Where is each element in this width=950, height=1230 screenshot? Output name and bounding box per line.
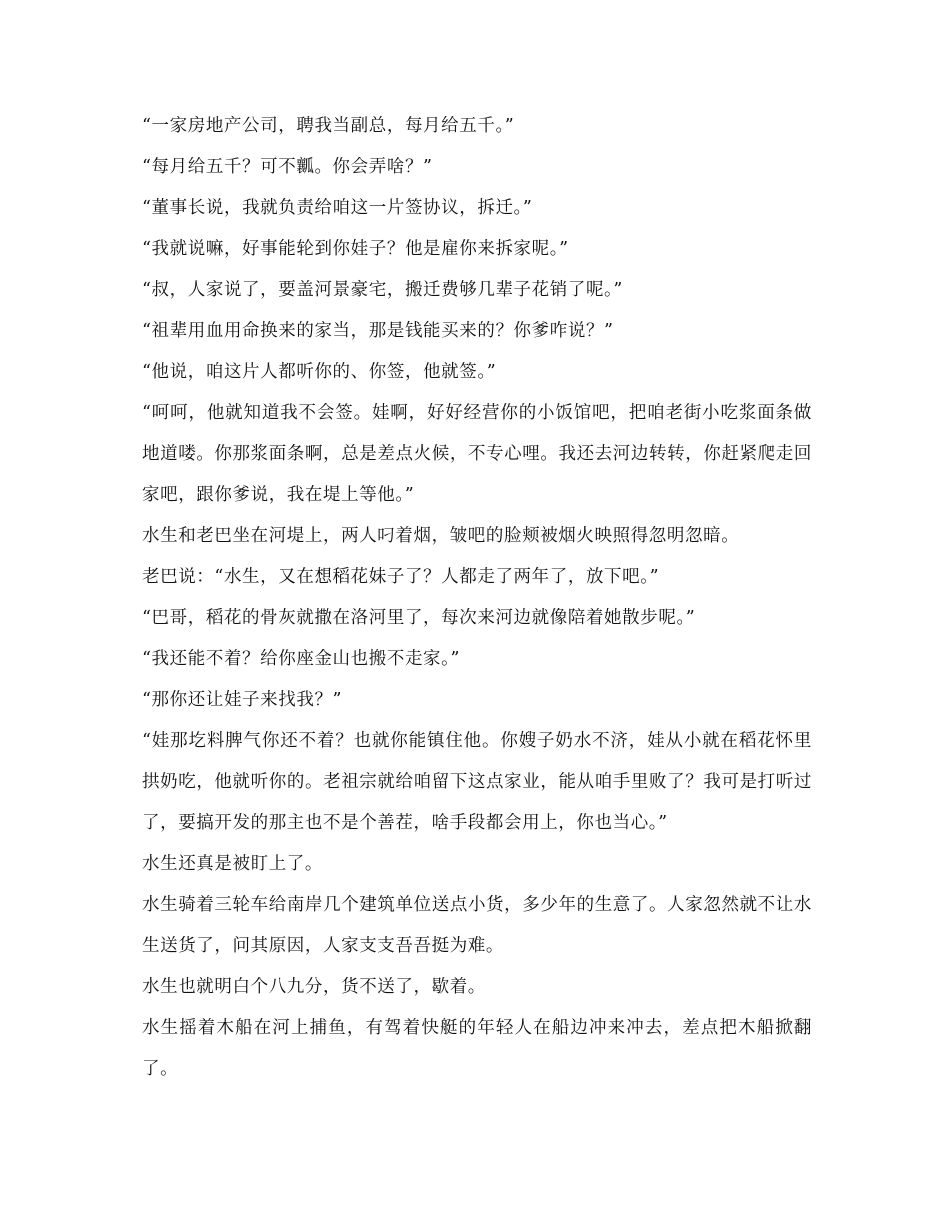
paragraph: 水生也就明白个八九分，货不送了，歇着。 [142,977,486,997]
paragraph: 老巴说：“水生，又在想稻花妹子了？人都走了两年了，放下吧。” [142,567,660,587]
paragraph: 水生摇着木船在河上捕鱼，有驾着快艇的年轻人在船边冲来冲去，差点把木船掀翻了。 [142,1018,812,1079]
paragraph: “那你还让娃子来找我？” [142,690,343,710]
paragraph: “巴哥，稻花的骨灰就撒在洛河里了，每次来河边就像陪着她散步呢。” [142,608,696,628]
paragraph: 水生骑着三轮车给南岸几个建筑单位送点小货，多少年的生意了。人家忽然就不让水生送货了，问其原因，人家支支吾吾挺为难。 [142,895,812,956]
paragraph: “娃那圪料脾气你还不着？也就你能镇住他。你嫂子奶水不济，娃从小就在稻花怀里拱奶吃，他就听你的。老祖宗就给咱留下这点家业，能从咱手里败了？我可是打听过了，要搞开发的那主也不是个善茬，啥手段都会用上，你也当心。” [142,731,812,833]
paragraph: 水生还真是被盯上了。 [142,854,323,874]
paragraph: “我就说嘛，好事能轮到你娃子？他是雇你来拆家呢。” [142,239,569,259]
paragraph: “呵呵，他就知道我不会签。娃啊，好好经营你的小饭馆吧，把咱老街小吃浆面条做地道喽。你那浆面条啊，总是差点火候，不专心哩。我还去河边转转，你赶紧爬走回家吧，跟你爹说，我在堤上等他。” [142,403,812,505]
document-body [142,106,812,1090]
paragraph: 水生和老巴坐在河堤上，两人叼着烟，皱吧的脸颊被烟火映照得忽明忽暗。 [142,526,740,546]
paragraph: “每月给五千？可不瓤。你会弄啥？” [142,157,433,177]
paragraph: “他说，咱这片人都听你的、你签，他就签。” [142,362,497,382]
paragraph: “一家房地产公司，聘我当副总，每月给五千。” [142,116,515,136]
paragraph: “祖辈用血用命换来的家当，那是钱能买来的？你爹咋说？” [142,321,614,341]
paragraph: “叔，人家说了，要盖河景豪宅，搬迁费够几辈子花销了呢。” [142,280,623,300]
paragraph: “董事长说，我就负责给咱这一片签协议，拆迁。” [142,198,533,218]
paragraph: “我还能不着？给你座金山也搬不走家。” [142,649,461,669]
